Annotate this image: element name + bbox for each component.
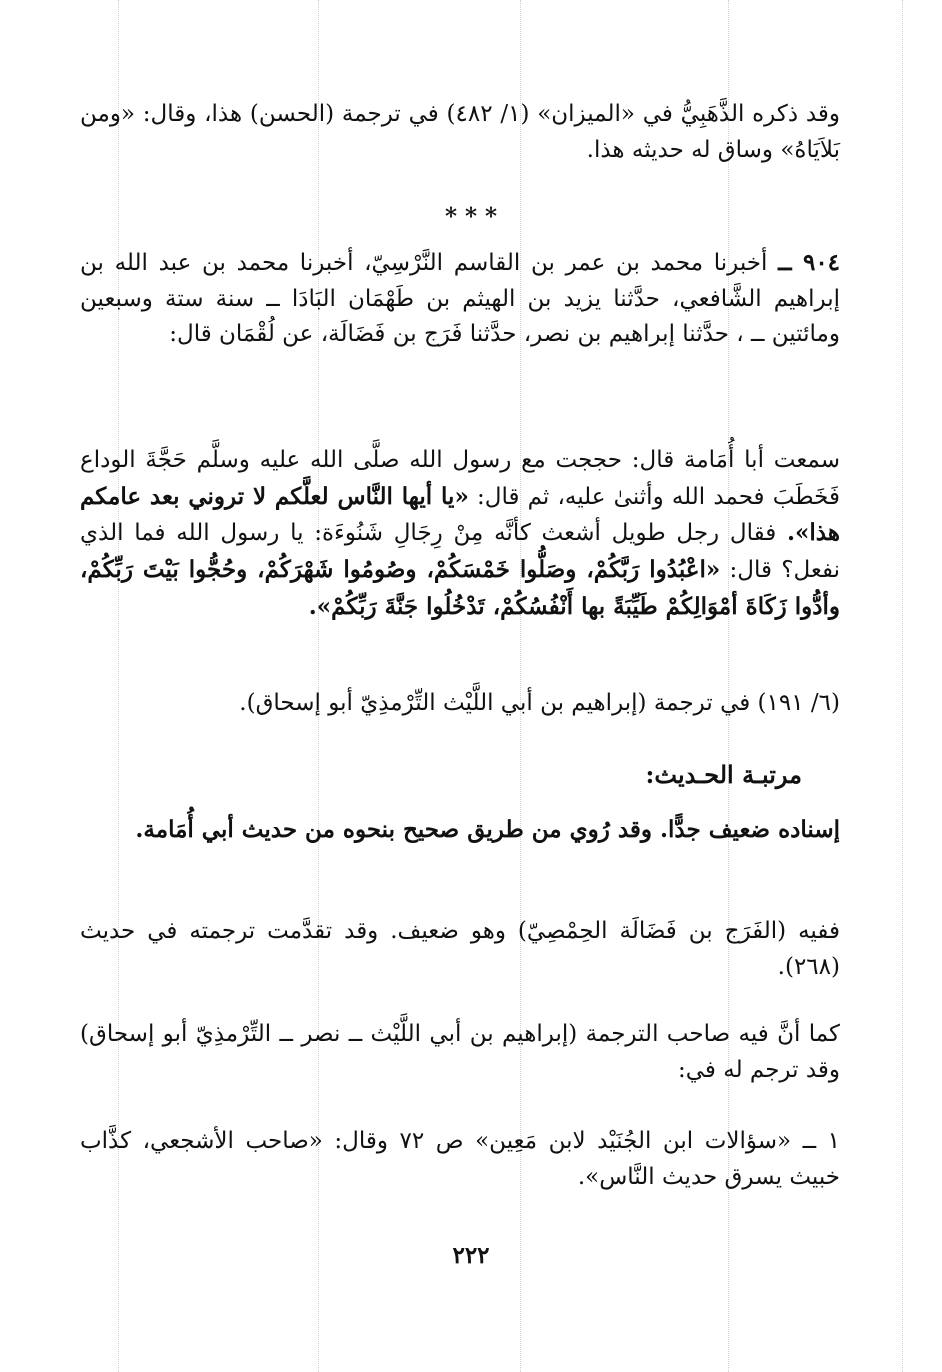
hadith-number: ٩٠٤ ــ [778,249,841,276]
page-number [0,1242,942,1269]
paragraph-source-reference [80,690,840,716]
prophetic-quote: «يا أيها النَّاس لعلَّكم لا تروني بعد عامكم هذا». [80,482,840,547]
paragraph-weak-narrator [80,914,840,985]
matn-text: سمعت أبا أُمَامة قال: حججت مع رسول الله صلَّى الله عليه وسلَّم حَجَّةَ الوداع فَخَطَبَ فحمد الله وأثنىٰ عليه، ثم قال: [80,447,841,510]
paragraph-footnote-1 [80,1124,840,1195]
source-reference-text: (٦/ ١٩١) في ترجمة (إبراهيم بن أبي اللَّيْث التِّرْمذِيّ أبو إسحاق). [239,690,840,716]
paragraph-isnad-grade [80,812,840,848]
paragraph-hadith-matn [80,443,840,625]
footnote-text: ١ ــ «سؤالات ابن الجُنَيْد لابن مَعِين» ص ٧٢ وقال: «صاحب الأشجعي، كذَّاب خبيث يسرق حديث النَّاس». [80,1128,841,1190]
matn-text: فقال رجل طويل أشعث كأنَّه مِنْ رِجَالِ شَنُوءَة: يا رسول الله فما الذي نفعل؟ قال: [80,520,840,583]
page-number-text: ٢٢٢ [452,1242,490,1269]
paragraph-biography-subject [80,1017,840,1088]
biography-text: كما أنَّ فيه صاحب الترجمة [585,1021,840,1047]
isnad-text: أخبرنا محمد بن عمر بن القاسم النَّرْسِيّ، أخبرنا محمد بن عبد الله بن إبراهيم الشَّافعي، حدَّثنا يزيد بن الهيثم بن طَهْمَان البَادَا ــ سنة ستة وسبعين ومائتين ــ ، حدَّثنا إبراهيم بن نصر، حدَّثنا فَرَج بن فَضَالَة، عن لُقْمَان قال: [80,250,840,348]
biography-text: أبو إسحاق) وقد ترجم له في: [80,1021,840,1083]
section-heading-hadith-grade [646,760,802,789]
paragraph-text: وقد ذكره الذَّهَبِيُّ في «الميزان» (١/ ٤٨٢) في ترجمة (الحسن) هذا، وقال: «ومن بَلاَيَاهُ» وساق له حديثه هذا. [80,101,840,163]
grade-text: إسناده ضعيف جدًّا. وقد رُوي من طريق صحيح بنحوه من حديث أبي أُمَامة. [135,816,840,843]
heading-text: مرتبـة الحـديث: [645,760,802,789]
paragraph-hadith-904-isnad [80,245,840,353]
paragraph-mizan-reference [80,97,840,168]
section-separator [0,203,942,230]
biography-name: (إبراهيم بن أبي اللَّيْث ــ نصر ــ التِّرْمذِيّ [195,1021,578,1047]
separator-text: * * * [444,203,498,230]
narrator-text: ففيه (الفَرَج بن فَضَالَة الحِمْصِيّ) وهو ضعيف. وقد تقدَّمت ترجمته في حديث (٢٦٨). [80,918,840,980]
prophetic-quote: «اعْبُدُوا رَبَّكُمْ، وصَلُّوا خَمْسَكُمْ، وصُومُوا شَهْرَكُمْ، وحُجُّوا بَيْتَ رَبِّكُمْ، وأدُّوا زَكَاةَ أمْوَالِكُمْ طَيِّبَةً بها أَنْفُسُكُمْ، تَدْخُلُوا جَنَّةَ رَبِّكُمْ». [80,555,840,620]
